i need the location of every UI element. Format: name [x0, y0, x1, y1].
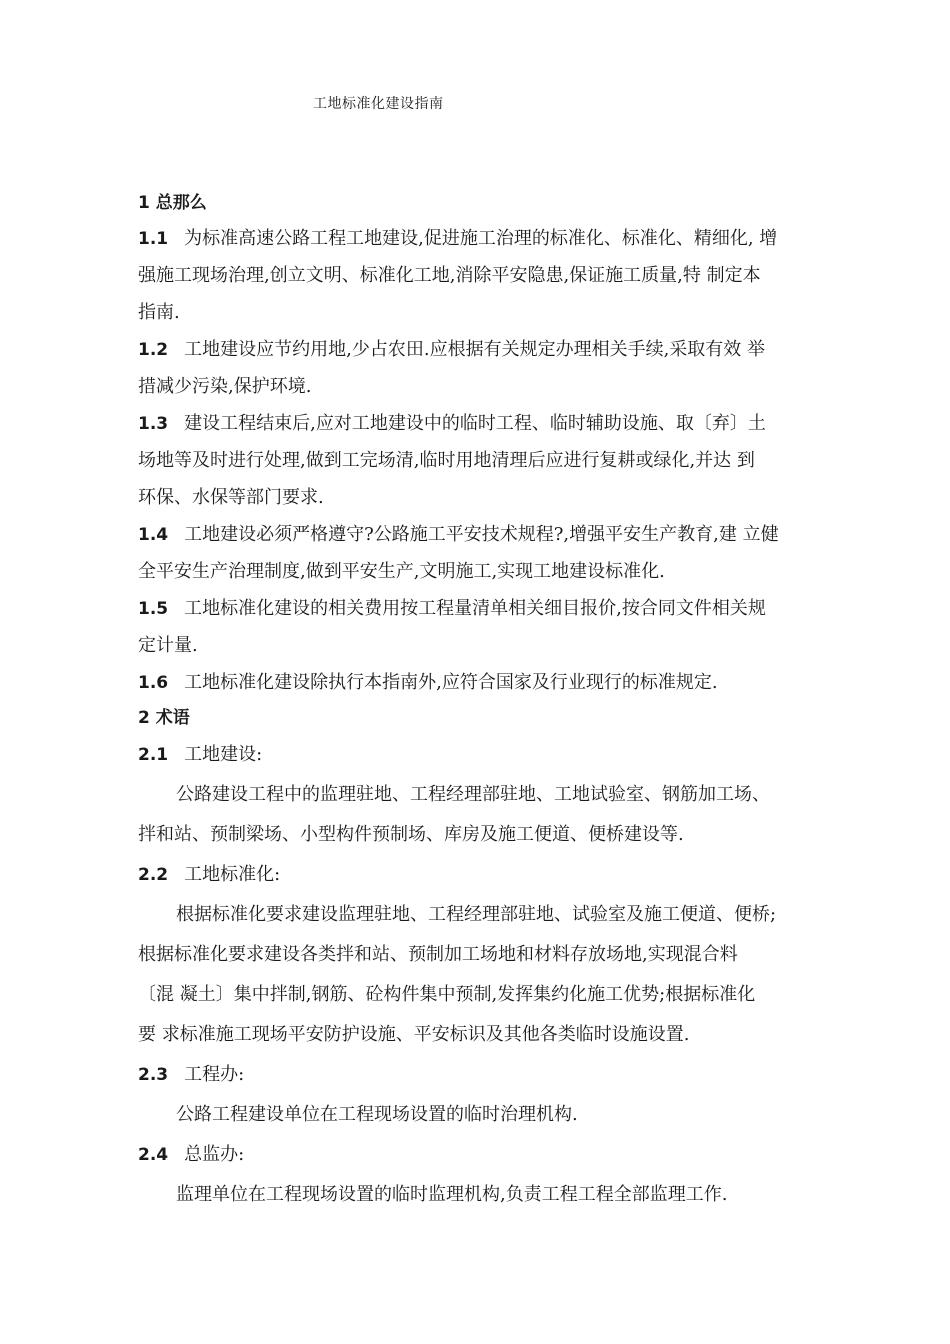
text-line: 环保、水保等部门要求.: [138, 487, 324, 508]
section-heading: 1 总那么: [138, 193, 207, 213]
text-line: 拌和站、预制梁场、小型构件预制场、库房及施工便道、便桥建设等.: [138, 824, 684, 845]
clause-number: 1.5: [138, 599, 169, 619]
document-title: 工地标准化建设指南: [313, 96, 444, 112]
clause-text: 工地标准化建设的相关费用按工程量清单相关细目报价,按合同文件相关规: [184, 598, 766, 619]
clause-text: 工程办:: [184, 1064, 245, 1085]
clause-line: [138, 664, 828, 701]
text-line: 要 求标准施工现场平安防护设施、平安标识及其他各类临时设施设置.: [138, 1024, 690, 1045]
clause-number: 2.4: [138, 1145, 169, 1165]
definition-line: 监理单位在工程现场设置的临时监理机构,负责工程工程全部监理工作.: [176, 1184, 728, 1205]
definition-line: 公路工程建设单位在工程现场设置的临时治理机构.: [176, 1104, 578, 1125]
text-line: 强施工现场治理,创立文明、标准化工地,消除平安隐患,保证施工质量,特 制定本: [138, 265, 761, 286]
clause-number: 1.4: [138, 525, 169, 545]
section-heading: 2 术语: [138, 708, 190, 728]
clause-number: 1.2: [138, 340, 169, 360]
clause-text: 为标准高速公路工程工地建设,促进施工治理的标准化、标准化、精细化, 增: [184, 228, 778, 249]
clause-line: [138, 516, 828, 553]
text-line: 定计量.: [138, 635, 198, 656]
text-line: 措减少污染,保护环境.: [138, 376, 312, 397]
clause-text: 工地建设必须严格遵守?公路施工平安技术规程?,增强平安生产教育,建 立健: [184, 524, 779, 545]
clause-text: 工地标准化建设除执行本指南外,应符合国家及行业现行的标准规定.: [184, 672, 718, 693]
text-line: 根据标准化要求建设各类拌和站、预制加工场地和材料存放场地,实现混合料: [138, 944, 738, 965]
clause-text: 工地建设应节约用地,少占农田.应根据有关规定办理相关手续,采取有效 举: [184, 339, 766, 360]
clause-text: 工地标准化:: [184, 864, 281, 885]
text-line: 全平安生产治理制度,做到平安生产,文明施工,实现工地建设标准化.: [138, 561, 665, 582]
clause-text: 总监办:: [184, 1144, 245, 1165]
clause-line: [138, 1135, 828, 1175]
clause-number: 2.3: [138, 1065, 169, 1085]
clause-line: [138, 220, 828, 257]
text-line: 场地等及时进行处理,做到工完场清,临时用地清理后应进行复耕或绿化,并达 到: [138, 450, 755, 471]
clause-line: [138, 855, 828, 895]
text-line: 〔混 凝土〕集中拌制,钢筋、砼构件集中预制,发挥集约化施工优势;根据标准化: [138, 984, 756, 1005]
definition-line: 公路建设工程中的监理驻地、工程经理部驻地、工地试验室、钢筋加工场、: [176, 784, 770, 805]
clause-number: 2.2: [138, 865, 169, 885]
clause-line: [138, 590, 828, 627]
document-body: [138, 186, 828, 1215]
clause-line: [138, 735, 828, 775]
clause-text: 工地建设:: [184, 744, 263, 765]
clause-number: 1.3: [138, 414, 169, 434]
text-line: 指南.: [138, 302, 180, 323]
clause-text: 建设工程结束后,应对工地建设中的临时工程、临时辅助设施、取〔弃〕土: [184, 413, 766, 434]
clause-line: [138, 331, 828, 368]
definition-line: 根据标准化要求建设监理驻地、工程经理部驻地、试验室及施工便道、便桥;: [176, 904, 777, 925]
clause-line: [138, 405, 828, 442]
clause-number: 2.1: [138, 745, 169, 765]
clause-number: 1.1: [138, 229, 169, 249]
clause-line: [138, 1055, 828, 1095]
clause-number: 1.6: [138, 673, 169, 693]
